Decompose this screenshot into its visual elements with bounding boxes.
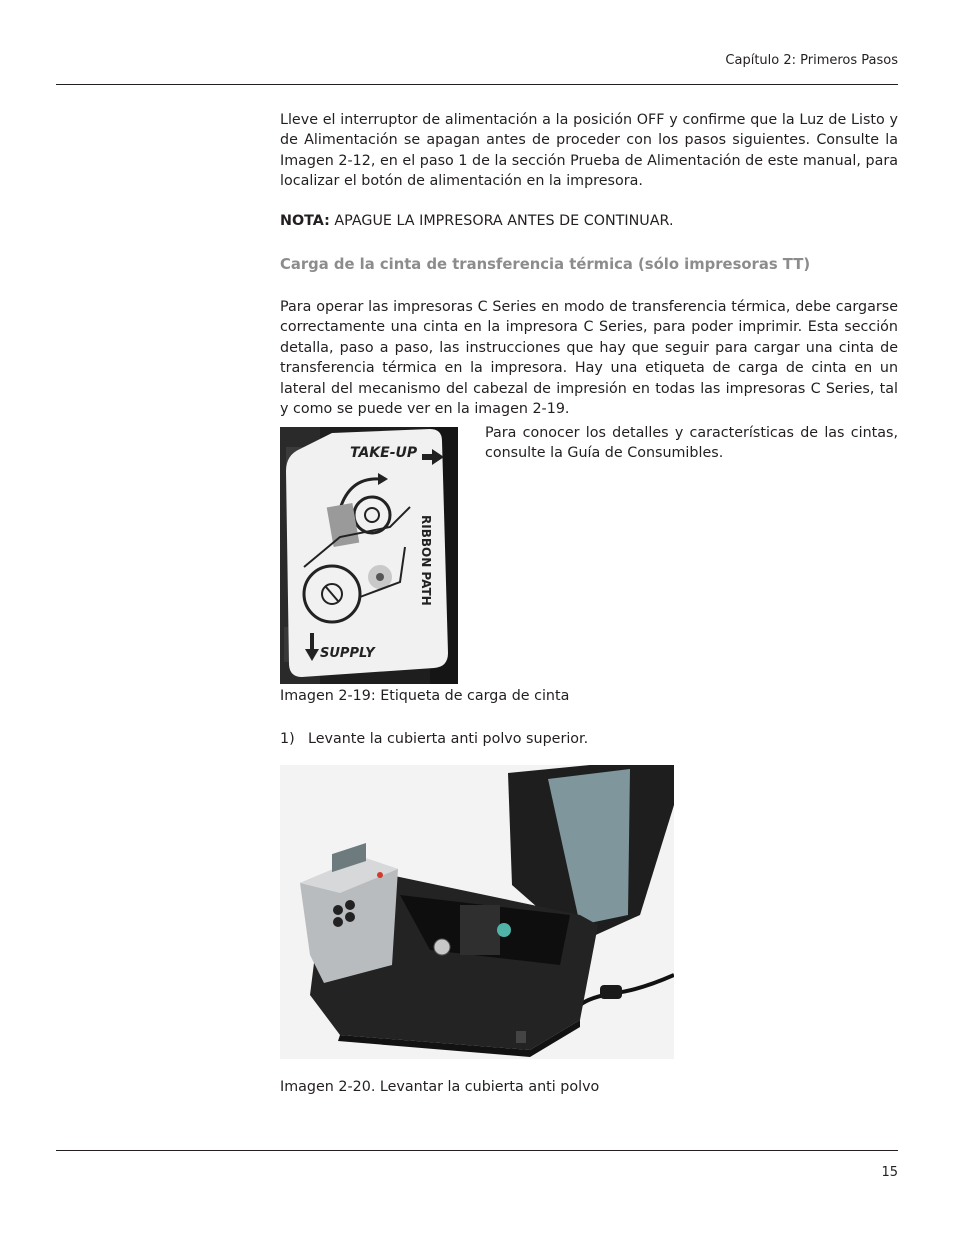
page-number: 15 (881, 1165, 898, 1180)
supply-label: SUPPLY (320, 646, 375, 661)
ribbon-path-label: RIBBON PATH (419, 515, 433, 606)
header-rule (56, 84, 898, 85)
note-label: NOTA: (280, 213, 330, 229)
side-note: Para conocer los detalles y características de las cintas, consulte la Guía de Consumibles. (485, 425, 898, 462)
footer-rule (56, 1150, 898, 1151)
step-text: Levante la cubierta anti polvo superior. (308, 731, 589, 747)
intro-paragraph: Lleve el interruptor de alimentación a la posición OFF y confirme que la Luz de Listo y de Alimentación se apagan antes de proceder con los pasos siguientes. Consulte la Imagen 2-12, en el paso 1 de la sección Prueba de Alimentación de este manual, para localizar el botón de alimentación en la impresora. (280, 112, 898, 190)
note (280, 211, 898, 231)
printer-photo (280, 765, 674, 1059)
section-paragraph: Para operar las impresoras C Series en modo de transferencia térmica, debe cargarse correctamente una cinta en la impresora C Series, para poder imprimir. Esta sección detalla, paso a paso, las instrucciones que hay que seguir para cargar una cinta de transferencia térmica en la impresora. Hay una etiqueta de carga de cinta en un lateral del mecanismo del cabezal de impresión en todas las impresoras C Series, tal y como se puede ver en la imagen 2-19. (280, 299, 898, 418)
figure2-caption: Imagen 2-20. Levantar la cubierta anti polvo (280, 1079, 600, 1095)
note-text: APAGUE LA IMPRESORA ANTES DE CONTINUAR. (329, 213, 674, 229)
step-number: 1) (280, 731, 295, 747)
running-header: Capítulo 2: Primeros Pasos (725, 53, 898, 68)
section-heading: Carga de la cinta de transferencia térmica (sólo impresoras TT) (280, 256, 811, 273)
step-1 (280, 729, 898, 749)
figure1-caption: Imagen 2-19: Etiqueta de carga de cinta (280, 688, 570, 704)
take-up-label: TAKE-UP (350, 445, 418, 461)
ribbon-label-photo (280, 427, 458, 684)
